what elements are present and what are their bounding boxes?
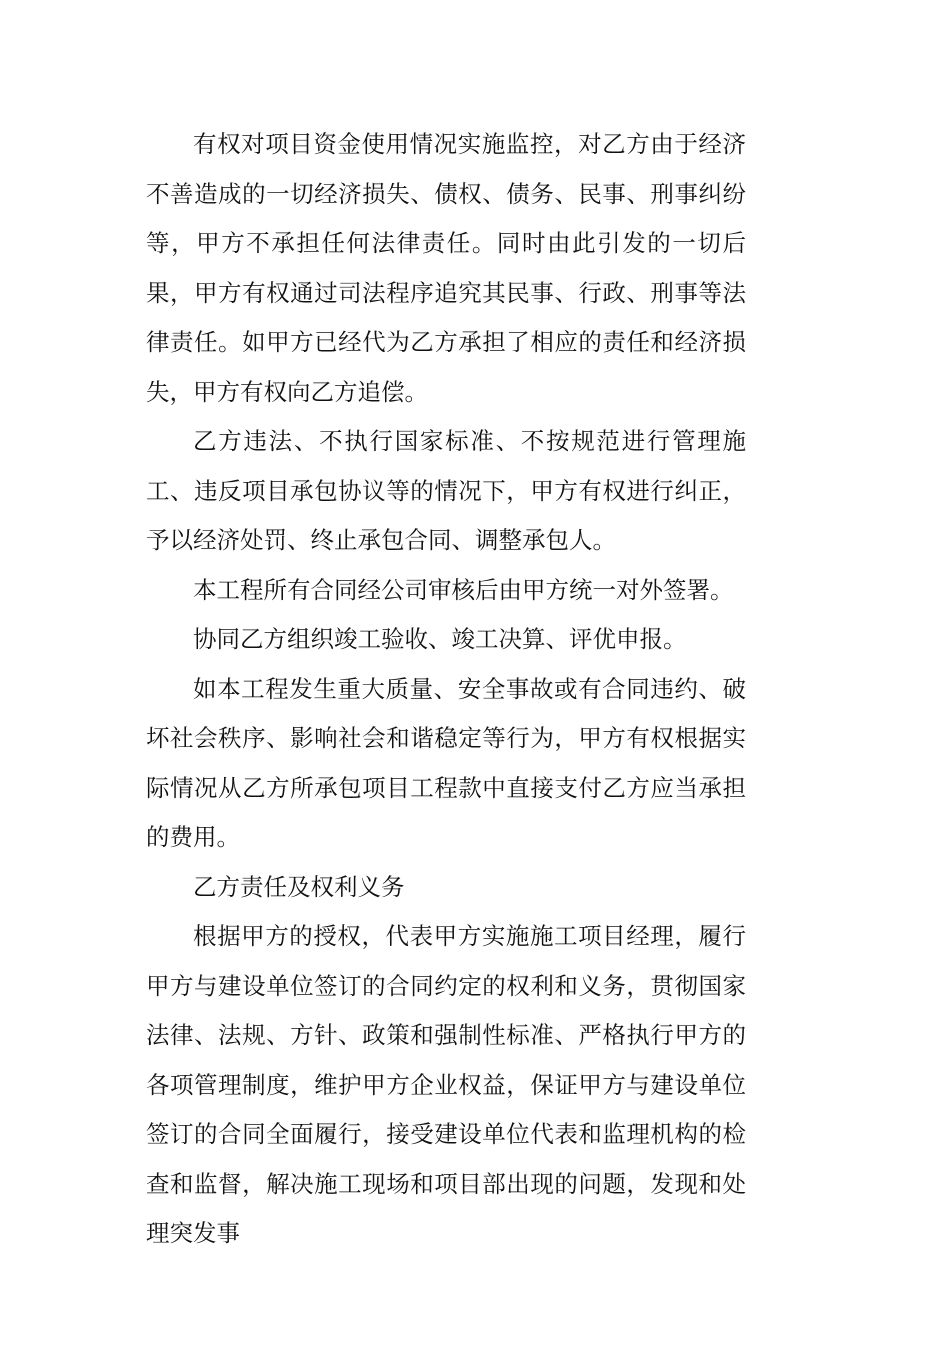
section-heading-party-b-duties: 乙方责任及权利义务 (193, 872, 405, 901)
paragraph-supervision-rights: 有权对项目资金使用情况实施监控，对乙方由于经济不善造成的一切经济损失、债权、债务、民事、刑事纠纷等，甲方不承担任何法律责任。同时由此引发的一切后果，甲方有权通过司法程序追究其民事、行政、刑事等法律责任。如甲方已经代为乙方承担了相应的责任和经济损失，甲方有权向乙方追偿。 (146, 130, 746, 406)
paragraph-contract-signing: 本工程所有合同经公司审核后由甲方统一对外签署。 (193, 575, 734, 604)
document-body (146, 120, 746, 1259)
paragraph-violation-correction: 乙方违法、不执行国家标准、不按规范进行管理施工、违反项目承包协议等的情况下，甲方有权进行纠正，予以经济处罚、终止承包合同、调整承包人。 (146, 427, 746, 554)
paragraph-accident-payment: 如本工程发生重大质量、安全事故或有合同违约、破坏社会秩序、影响社会和谐稳定等行为，甲方有权根据实际情况从乙方所承包项目工程款中直接支付乙方应当承担的费用。 (146, 674, 746, 851)
paragraph-project-manager-authority: 根据甲方的授权，代表甲方实施施工项目经理，履行甲方与建设单位签订的合同约定的权利和义务，贯彻国家法律、法规、方针、政策和强制性标准、严格执行甲方的各项管理制度，维护甲方企业权益，保证甲方与建设单位签订的合同全面履行，接受建设单位代表和监理机构的检查和监督，解决施工现场和项目部出现的问题，发现和处理突发事 (146, 922, 746, 1247)
paragraph-completion-acceptance: 协同乙方组织竣工验收、竣工决算、评优申报。 (193, 625, 687, 653)
